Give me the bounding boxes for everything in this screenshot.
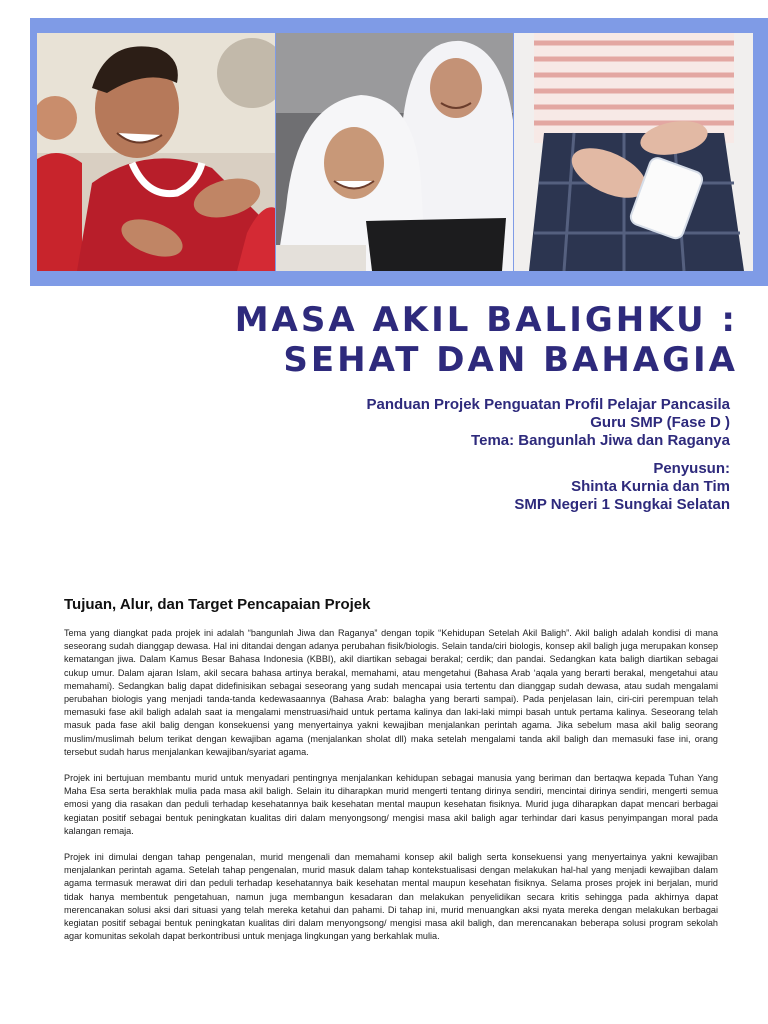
author-block (514, 460, 730, 514)
subtitle-line-3: Tema: Bangunlah Jiwa dan Raganya (471, 432, 730, 449)
document-title (235, 300, 738, 380)
subtitle-line-1: Panduan Projek Penguatan Profil Pelajar Pancasila (366, 396, 730, 413)
paragraph-2: Projek ini bertujuan membantu murid untuk menyadari pentingnya menjalankan kehidupan sebagai manusia yang beriman dan bertaqwa kepada Tuhan Yang Maha Esa serta berakhlak mulia pada masa akil baligh. Selain itu diharapkan murid mengerti tentang dirinya sendiri, mencintai dirinya sendiri, mengerti semua emosi yang dia rasakan dan peduli terhadap kesehatannya baik kesehatan mental maupun kesehatan fisiknya. Murid juga diharapkan dapat mencari berbagai kegiatan positif sebagai bentuk peningkatan kualitas diri dalam menyongsong/ mengisi masa akil baligh agar terhindar dari kasus penyimpangan moral pada kalangan remaja. (64, 773, 718, 836)
document-subtitle (367, 396, 730, 450)
main-content (64, 596, 718, 956)
author-school: SMP Negeri 1 Sungkai Selatan (514, 496, 730, 513)
photo-girls-hijab-laptop (276, 33, 513, 271)
author-names: Shinta Kurnia dan Tim (571, 478, 730, 495)
section-heading: Tujuan, Alur, dan Target Pencapaian Projek (64, 596, 371, 613)
title-line-1: MASA AKIL BALIGHKU : (234, 300, 738, 340)
paragraph-3: Projek ini dimulai dengan tahap pengenalan, murid mengenali dan memahami konsep akil baligh serta konsekuensi yang menyertainya yakni kewajiban menjalankan perintah agama. Setelah tahap pengenalan, murid masuk dalam tahap kontekstualisasi dengan melakukan hal-hal yang menjadi kewajiban dalam agama termasuk merawat diri dan peduli terhadap kesehatannya baik kesehatan mental maupun kesehatan fisiknya. Selama proses projek ini berjalan, murid tidak hanya membentuk pengetahuan, namun juga membangun kesadaran dan melakukan penyelidikan secara kritis sehingga pada akhirnya dapat merencanakan solusi aksi dari situasi yang telah mereka ketahui dan pahami. Di tahap ini, murid menuangkan aksi nyata mereka dengan melakukan berbagai kegiatan positif sebagai bentuk peningkatan kualitas diri dalam menyongsong/ mengisi masa akil baligh, dan merencanakan beberapa solusi program sekolah agar komunitas sekolah dapat berkontribusi untuk menjaga lingkungan yang berkahlak mulia. (64, 852, 718, 942)
photo-boys-football (37, 33, 275, 271)
photo-girl-sanitary-pad (514, 33, 753, 271)
subtitle-line-2: Guru SMP (Fase D ) (590, 414, 730, 431)
title-line-2: SEHAT DAN BAHAGIA (283, 340, 738, 380)
paragraph-1: Tema yang diangkat pada projek ini adalah “bangunlah Jiwa dan Raganya” dengan topik “Kehidupan Setelah Akil Baligh”. Akil baligh adalah kondisi di mana seseorang sudah dianggap dewasa. Hal ini ditandai dengan adanya perubahan fisik/biologis. Selain tanda/ciri biologis, konsep akil baligh juga merupakan konsep kematangan jiwa. Dalam Kamus Besar Bahasa Indonesia (KBBI), akil diartikan sebagai berakal; cerdik; dan pandai. Sedangkan kata baligh diartikan sebagai cukup umur. Dalam ajaran Islam, akil secara bahasa artinya berakal, memahami, atau mengetahui (Bahasa Arab ‘aqala yang berarti berakal, mengetahui atau memahami). Sedangkan balig dapat didefinisikan sebagai seseorang yang sudah mencapai usia tertentu dan dianggap sudah dewasa, atau sudah mengalami perubahan biologis yang menjadi tanda-tanda kedewasaannya (Bahasa Arab: balagha yang berarti sampai). Pada penjelasan lain, ciri-ciri perempuan telah memasuki fase akil baligh adalah saat ia mengalami menstruasi/haid untuk pertama kalinya dan laki-laki mimpi basah untuk pertama kalinya. Seseorang telah masuk pada fase akil balig dengan konsekuensi yang menyertainya yakni kewajiban menjalankan perintah agama. Jika sebelum masa akil balig seorang muslim/muslimah belum terikat dengan kewajiban agama (menjalankan sholat dll) maka setelah mengalami tanda akil baligh dan memasuki fase ini, orang tersebut sudah harus menjalankan kewajiban/syariat agama. (64, 628, 718, 757)
author-label: Penyusun: (653, 460, 730, 477)
